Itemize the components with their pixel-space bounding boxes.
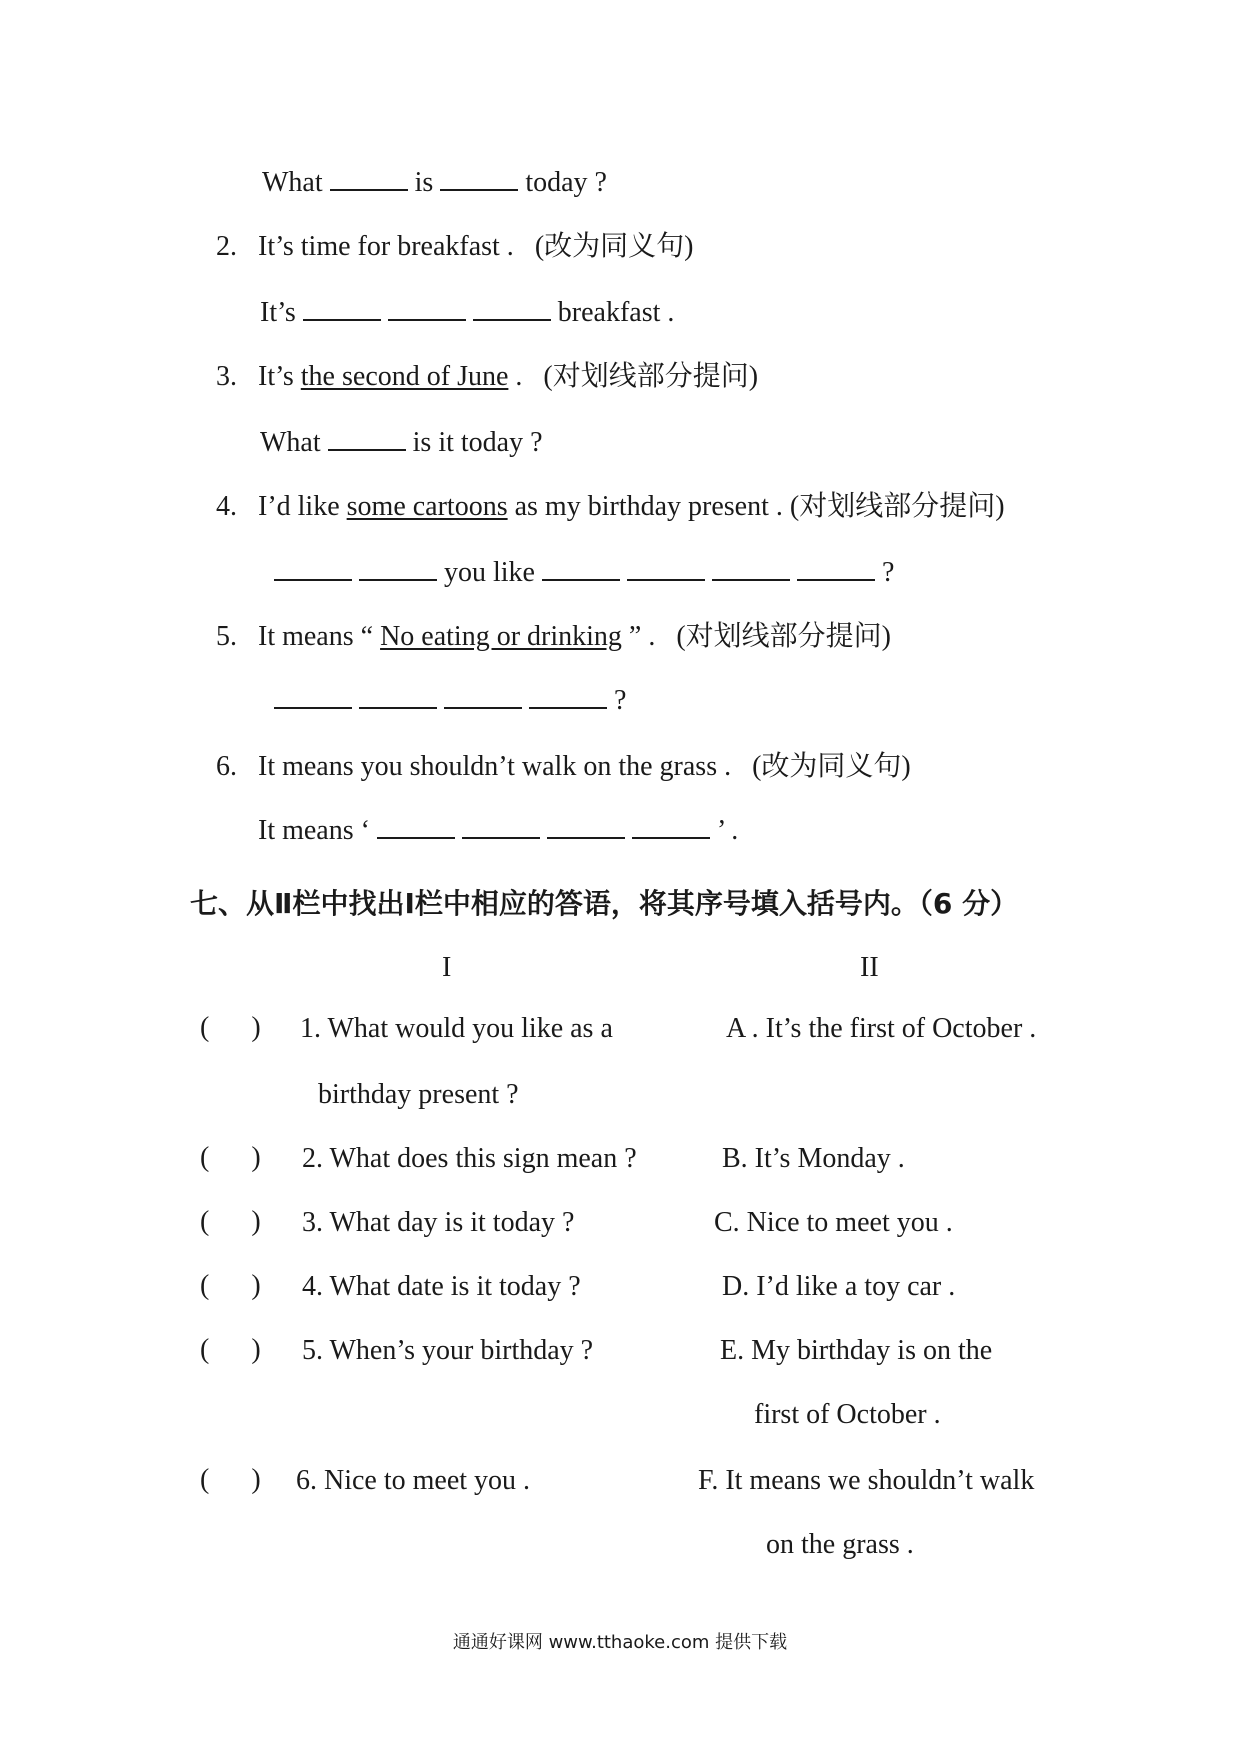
answer-bracket[interactable] bbox=[200, 1334, 261, 1366]
instruction-note: (对划线部分提问) bbox=[676, 621, 891, 652]
q1-answer-line bbox=[262, 166, 607, 200]
paren-open: ( bbox=[200, 1464, 210, 1495]
answer-blank[interactable] bbox=[274, 685, 352, 709]
q2-answer-line bbox=[260, 296, 674, 330]
answer-blank[interactable] bbox=[440, 167, 518, 191]
paren-open: ( bbox=[200, 1270, 210, 1301]
paren-open: ( bbox=[200, 1142, 210, 1173]
underlined-phrase: some cartoons bbox=[346, 491, 508, 522]
q4-answer-line bbox=[274, 556, 894, 590]
answer-blank[interactable] bbox=[359, 685, 437, 709]
answer-blank[interactable] bbox=[377, 815, 455, 839]
answer-blank[interactable] bbox=[627, 557, 705, 581]
page-footer: 通通好课网 www.tthaoke.com 提供下载 bbox=[452, 1632, 788, 1653]
question-number: 4. bbox=[216, 491, 237, 522]
right-item-a: A . It’s the first of October . bbox=[726, 1013, 1037, 1044]
paren-close: ) bbox=[251, 1012, 261, 1043]
answer-text: is bbox=[414, 167, 434, 198]
answer-text: What bbox=[262, 167, 323, 198]
paren-close: ) bbox=[251, 1206, 261, 1237]
answer-blank[interactable] bbox=[529, 685, 607, 709]
right-item-c: C. Nice to meet you . bbox=[714, 1207, 953, 1238]
instruction-note: (对划线部分提问) bbox=[789, 491, 1005, 522]
question-text: I’d like bbox=[258, 491, 340, 522]
answer-blank[interactable] bbox=[274, 557, 352, 581]
paren-open: ( bbox=[200, 1206, 210, 1237]
question-text: It’s bbox=[258, 361, 294, 392]
answer-blank[interactable] bbox=[444, 685, 522, 709]
answer-bracket[interactable] bbox=[200, 1270, 261, 1302]
answer-bracket[interactable] bbox=[200, 1012, 261, 1044]
answer-text: What bbox=[260, 427, 321, 458]
left-item-2: 2. What does this sign mean ? bbox=[302, 1143, 637, 1174]
question-text: It means “ bbox=[258, 621, 374, 652]
left-item-6: 6. Nice to meet you . bbox=[296, 1465, 531, 1496]
answer-text: today ? bbox=[525, 167, 607, 198]
paren-open: ( bbox=[200, 1012, 210, 1043]
answer-blank[interactable] bbox=[712, 557, 790, 581]
paren-close: ) bbox=[251, 1142, 261, 1173]
question-number: 5. bbox=[216, 621, 237, 652]
answer-text: you like bbox=[444, 557, 535, 588]
question-text: It’s time for breakfast . bbox=[258, 231, 514, 262]
instruction-note: (改为同义句) bbox=[534, 231, 694, 262]
answer-bracket[interactable] bbox=[200, 1206, 261, 1238]
right-item-f: F. It means we shouldn’t walk bbox=[698, 1465, 1035, 1496]
answer-blank[interactable] bbox=[330, 167, 408, 191]
right-item-e: E. My birthday is on the bbox=[720, 1335, 993, 1366]
section-7-heading: 七、从Ⅱ栏中找出Ⅰ栏中相应的答语，将其序号填入括号内。（6 分） bbox=[190, 887, 1019, 920]
q3-answer-line bbox=[260, 426, 543, 460]
answer-bracket[interactable] bbox=[200, 1464, 261, 1496]
answer-blank[interactable] bbox=[359, 557, 437, 581]
q5-answer-line bbox=[274, 684, 626, 718]
right-item-d: D. I’d like a toy car . bbox=[722, 1271, 956, 1302]
right-item-f-cont: on the grass . bbox=[766, 1529, 914, 1560]
answer-blank[interactable] bbox=[797, 557, 875, 581]
answer-blank[interactable] bbox=[328, 427, 406, 451]
answer-blank[interactable] bbox=[473, 297, 551, 321]
answer-blank[interactable] bbox=[388, 297, 466, 321]
question-number: 3. bbox=[216, 361, 237, 392]
answer-blank[interactable] bbox=[303, 297, 381, 321]
question-5 bbox=[216, 620, 891, 654]
answer-text: ’ . bbox=[716, 815, 739, 846]
right-item-e-cont: first of October . bbox=[754, 1399, 941, 1430]
q6-answer-line bbox=[258, 814, 738, 848]
answer-text: ? bbox=[882, 557, 895, 588]
question-2 bbox=[216, 230, 693, 264]
left-item-1-cont: birthday present ? bbox=[318, 1079, 519, 1110]
paren-close: ) bbox=[251, 1270, 261, 1301]
paren-open: ( bbox=[200, 1334, 210, 1365]
underlined-phrase: No eating or drinking bbox=[380, 621, 622, 652]
question-number: 6. bbox=[216, 751, 237, 782]
answer-text: breakfast . bbox=[557, 297, 675, 328]
question-text: It means you shouldn’t walk on the grass . bbox=[258, 751, 732, 782]
column-2-header: II bbox=[860, 952, 879, 983]
instruction-note: (对划线部分提问) bbox=[543, 361, 759, 392]
answer-text: It’s bbox=[260, 297, 296, 328]
paren-close: ) bbox=[251, 1464, 261, 1495]
question-text: as my birthday present . bbox=[514, 491, 783, 522]
question-number: 2. bbox=[216, 231, 237, 262]
question-6 bbox=[216, 750, 911, 784]
column-1-header: I bbox=[442, 952, 452, 983]
left-item-1: 1. What would you like as a bbox=[300, 1013, 613, 1044]
question-text: ” . bbox=[628, 621, 656, 652]
question-4 bbox=[216, 490, 1005, 524]
left-item-3: 3. What day is it today ? bbox=[302, 1207, 575, 1238]
paren-close: ) bbox=[251, 1334, 261, 1365]
question-3 bbox=[216, 360, 758, 394]
question-text: . bbox=[515, 361, 523, 392]
answer-text: ? bbox=[614, 685, 627, 716]
left-item-4: 4. What date is it today ? bbox=[302, 1271, 581, 1302]
answer-blank[interactable] bbox=[462, 815, 540, 839]
right-item-b: B. It’s Monday . bbox=[722, 1143, 905, 1174]
answer-text: It means ‘ bbox=[258, 815, 370, 846]
answer-text: is it today ? bbox=[412, 427, 543, 458]
answer-blank[interactable] bbox=[632, 815, 710, 839]
underlined-phrase: the second of June bbox=[300, 361, 509, 392]
instruction-note: (改为同义句) bbox=[752, 751, 911, 782]
answer-blank[interactable] bbox=[547, 815, 625, 839]
answer-blank[interactable] bbox=[542, 557, 620, 581]
left-item-5: 5. When’s your birthday ? bbox=[302, 1335, 594, 1366]
answer-bracket[interactable] bbox=[200, 1142, 261, 1174]
